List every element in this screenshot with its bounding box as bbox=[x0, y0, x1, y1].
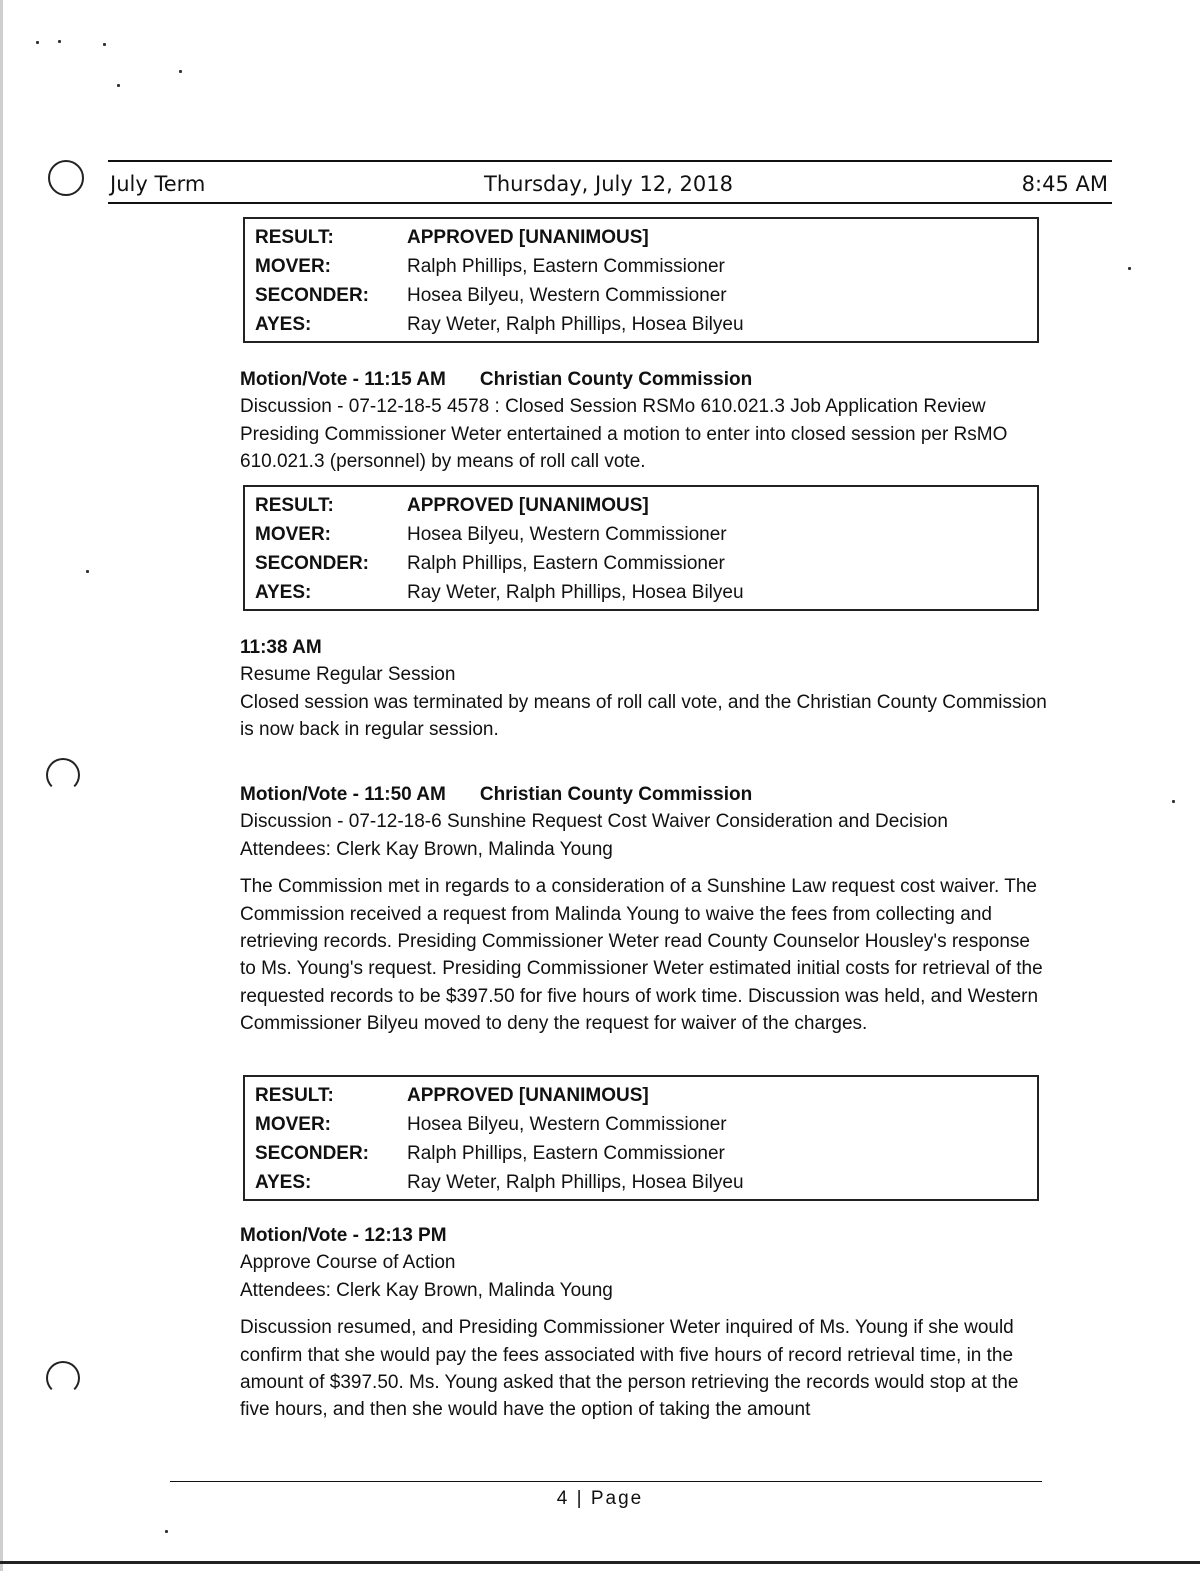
result-value: APPROVED [UNANIMOUS] bbox=[407, 227, 649, 248]
motion-title: Approve Course of Action bbox=[240, 1252, 456, 1274]
mover-value: Hosea Bilyeu, Western Commissioner bbox=[407, 1114, 727, 1135]
term-label: July Term bbox=[110, 172, 206, 196]
footer-rule bbox=[170, 1481, 1042, 1482]
vote-row-result bbox=[255, 491, 1037, 520]
motion-body: Christian County Commission bbox=[479, 784, 753, 805]
resume-text: Closed session was terminated by means of roll call vote, and the Christian County Commission is now back in regular session. bbox=[240, 691, 1047, 741]
scan-speck bbox=[117, 84, 120, 87]
motion-heading bbox=[240, 366, 1050, 393]
vote-row-ayes bbox=[255, 310, 1037, 339]
motion-section bbox=[240, 366, 1050, 476]
motion-heading bbox=[240, 1222, 1050, 1249]
scan-left-edge bbox=[0, 0, 3, 1571]
discussion-line: Discussion - 07-12-18-5 4578 : Closed Session RSMo 610.021.3 Job Application Review bbox=[240, 396, 986, 418]
seconder-label: SECONDER: bbox=[255, 553, 370, 574]
vote-result-table bbox=[243, 217, 1039, 343]
motion-time: 11:50 AM bbox=[364, 784, 446, 805]
motion-time: 11:15 AM bbox=[364, 369, 446, 390]
binder-hole-bottom bbox=[46, 1361, 80, 1395]
motion-body: Christian County Commission bbox=[479, 369, 753, 390]
vote-row-seconder bbox=[255, 281, 1037, 310]
vote-row-result bbox=[255, 223, 1037, 252]
scan-speck bbox=[86, 570, 89, 573]
vote-row-ayes bbox=[255, 578, 1037, 607]
attendees-line: Attendees: Clerk Kay Brown, Malinda Young bbox=[240, 1279, 613, 1301]
meeting-time: 8:45 AM bbox=[1021, 172, 1108, 196]
motion-label: Motion/Vote - bbox=[240, 784, 359, 805]
scan-speck bbox=[58, 40, 61, 43]
scan-speck bbox=[36, 41, 39, 44]
motion-time: 12:13 PM bbox=[364, 1225, 447, 1246]
mover-value: Hosea Bilyeu, Western Commissioner bbox=[407, 524, 727, 545]
attendees-line: Attendees: Clerk Kay Brown, Malinda Young bbox=[240, 838, 613, 860]
ayes-label: AYES: bbox=[255, 314, 312, 335]
scan-speck bbox=[1128, 267, 1131, 270]
motion-text: Discussion resumed, and Presiding Commissioner Weter inquired of Ms. Young if she would confirm that she would pay the fees associated with five hours of record retrieval time, in the amount of $397.50. Ms. Young asked that the person retrieving the records would stop at the five hours, and then she would have the option of taking the amount bbox=[240, 1317, 1019, 1421]
vote-row-mover bbox=[255, 520, 1037, 549]
mover-label: MOVER: bbox=[255, 1114, 331, 1135]
ayes-label: AYES: bbox=[255, 1172, 312, 1193]
seconder-value: Hosea Bilyeu, Western Commissioner bbox=[407, 285, 727, 306]
motion-heading bbox=[240, 781, 1050, 808]
scan-speck bbox=[165, 1530, 168, 1533]
mover-label: MOVER: bbox=[255, 256, 331, 277]
ayes-value: Ray Weter, Ralph Phillips, Hosea Bilyeu bbox=[407, 1172, 744, 1193]
vote-row-ayes bbox=[255, 1168, 1037, 1197]
discussion-line: Discussion - 07-12-18-6 Sunshine Request Cost Waiver Consideration and Decision bbox=[240, 811, 948, 833]
scan-speck bbox=[1172, 800, 1175, 803]
result-label: RESULT: bbox=[255, 1085, 334, 1106]
vote-row-mover bbox=[255, 252, 1037, 281]
binder-hole-middle bbox=[46, 758, 80, 792]
resume-title: Resume Regular Session bbox=[240, 664, 456, 686]
meeting-date: Thursday, July 12, 2018 bbox=[484, 172, 733, 196]
mover-value: Ralph Phillips, Eastern Commissioner bbox=[407, 256, 725, 277]
vote-result-table bbox=[243, 485, 1039, 611]
page-header bbox=[108, 160, 1112, 204]
resume-section bbox=[240, 634, 1050, 744]
seconder-value: Ralph Phillips, Eastern Commissioner bbox=[407, 553, 725, 574]
scan-bottom-edge bbox=[0, 1561, 1200, 1564]
page-number: 4 bbox=[556, 1488, 570, 1509]
vote-row-seconder bbox=[255, 549, 1037, 578]
scan-speck bbox=[103, 43, 106, 46]
result-value: APPROVED [UNANIMOUS] bbox=[407, 495, 649, 516]
scan-speck bbox=[179, 70, 182, 73]
result-label: RESULT: bbox=[255, 227, 334, 248]
binder-hole-top bbox=[48, 160, 84, 196]
result-label: RESULT: bbox=[255, 495, 334, 516]
result-value: APPROVED [UNANIMOUS] bbox=[407, 1085, 649, 1106]
ayes-value: Ray Weter, Ralph Phillips, Hosea Bilyeu bbox=[407, 314, 744, 335]
vote-row-mover bbox=[255, 1110, 1037, 1139]
mover-label: MOVER: bbox=[255, 524, 331, 545]
motion-section bbox=[240, 1222, 1050, 1424]
vote-result-table bbox=[243, 1075, 1039, 1201]
seconder-value: Ralph Phillips, Eastern Commissioner bbox=[407, 1143, 725, 1164]
motion-text: The Commission met in regards to a consideration of a Sunshine Law request cost waiver. The Commission received a request from Malinda Young to waive the fees from collecting and retrieving records. Presiding Commissioner Weter read County Counselor Housley's response to Ms. Young's request. Presiding Commissioner Weter estimated initial costs for retrieval of the requested records to be $397.50 for five hours of work time. Discussion was held, and Western Commissioner Bilyeu moved to deny the request for waiver of the charges. bbox=[240, 876, 1043, 1035]
ayes-value: Ray Weter, Ralph Phillips, Hosea Bilyeu bbox=[407, 582, 744, 603]
motion-section bbox=[240, 781, 1050, 1038]
motion-label: Motion/Vote - bbox=[240, 369, 359, 390]
resume-time: 11:38 AM bbox=[240, 637, 322, 658]
motion-label: Motion/Vote - bbox=[240, 1225, 359, 1246]
vote-row-seconder bbox=[255, 1139, 1037, 1168]
seconder-label: SECONDER: bbox=[255, 285, 370, 306]
ayes-label: AYES: bbox=[255, 582, 312, 603]
page-label: | Page bbox=[576, 1488, 644, 1509]
vote-row-result bbox=[255, 1081, 1037, 1110]
seconder-label: SECONDER: bbox=[255, 1143, 370, 1164]
page-footer bbox=[0, 1488, 1200, 1510]
motion-text: Presiding Commissioner Weter entertained a motion to enter into closed session per RsMO 610.021.3 (personnel) by means of roll call vote. bbox=[240, 423, 1008, 473]
